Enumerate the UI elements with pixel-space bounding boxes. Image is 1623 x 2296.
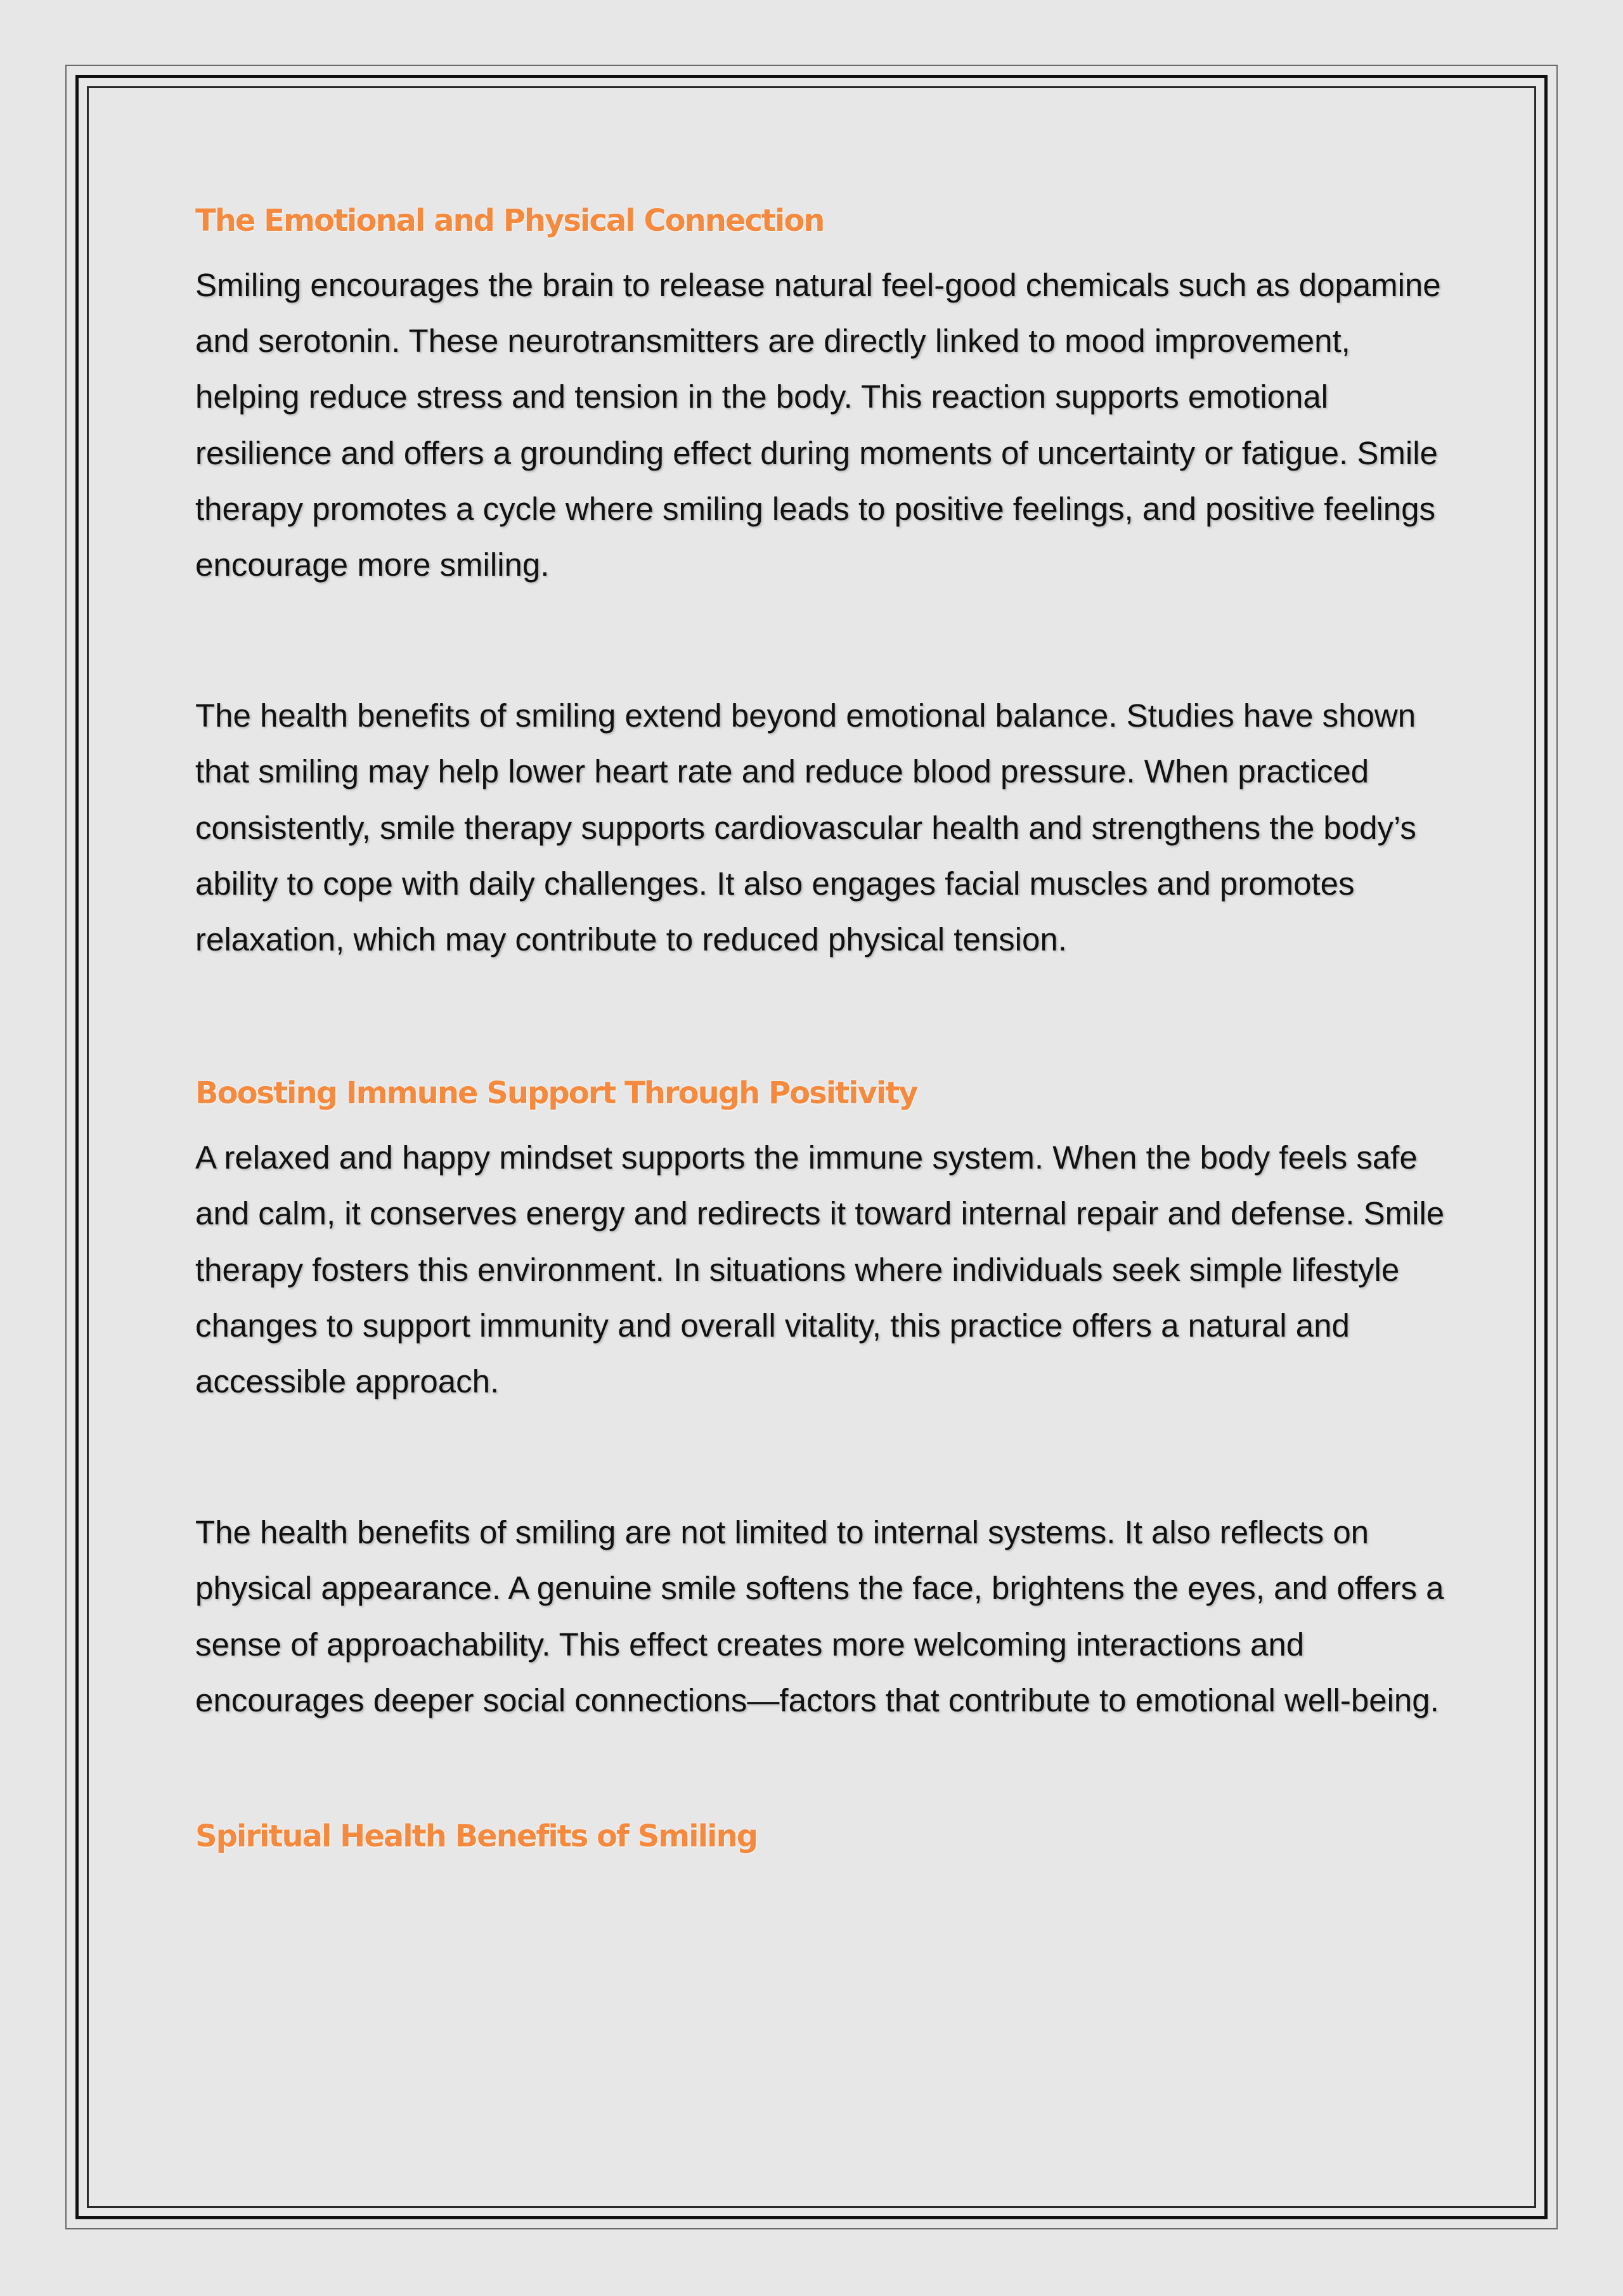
section-heading-emotional-physical: The Emotional and Physical Connection: [195, 203, 824, 238]
section-heading-spiritual-health: Spiritual Health Benefits of Smiling: [195, 1819, 758, 1855]
paragraph-immune-system: A relaxed and happy mindset supports the immune system. When the body feels safe and calm, it conserves energy and redirects it toward internal repair and defense. Smile therapy fosters this environment. In situations where individuals seek simple lifestyle changes to support immunity and overall vitality, this practice offers a natural and accessible approach.: [195, 1139, 1445, 1400]
section-heading-immune-support: Boosting Immune Support Through Positivity: [195, 1075, 917, 1112]
paragraph-heart-health: The health benefits of smiling extend beyond emotional balance. Studies have shown that smiling may help lower heart rate and reduce blood pressure. When practiced consistently, smile therapy supports cardiovascular health and strengthens the body’s ability to cope with daily challenges. It also engages facial muscles and promotes relaxation, which may contribute to reduced physical tension.: [195, 697, 1416, 958]
document-body: [195, 190, 1451, 1867]
paragraph-physical-appearance: The health benefits of smiling are not limited to internal systems. It also reflects on physical appearance. A genuine smile softens the face, brightens the eyes, and offers a sense of approachability. This effect creates more welcoming interactions and encourages deeper social connections—factors that contribute to emotional well-being.: [195, 1514, 1444, 1718]
paragraph-feel-good-chemicals: Smiling encourages the brain to release natural feel-good chemicals such as dopamine and serotonin. These neurotransmitters are directly linked to mood improvement, helping reduce stress and tension in the body. This reaction supports emotional resilience and offers a grounding effect during moments of uncertainty or fatigue. Smile therapy promotes a cycle where smiling leads to positive feelings, and positive feelings encourage more smiling.: [195, 267, 1441, 583]
